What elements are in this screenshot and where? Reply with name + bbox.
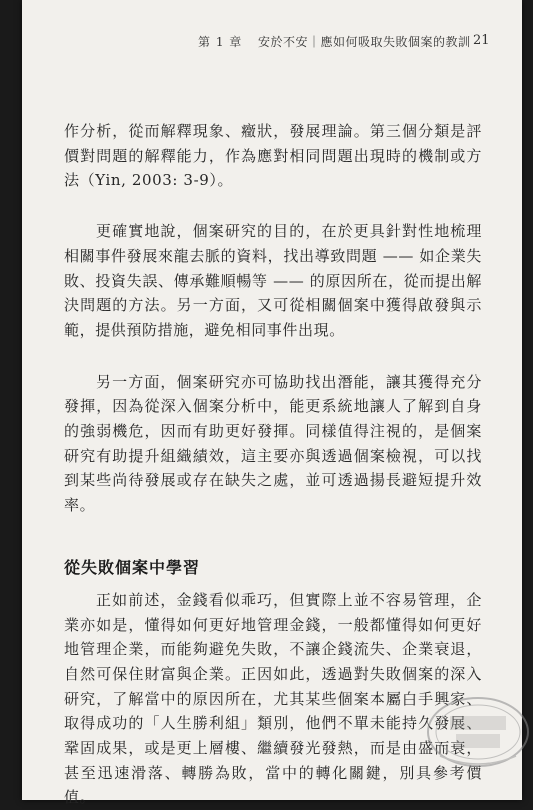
chapter-title: 安於不安｜應如何吸取失敗個案的教訓	[258, 35, 471, 49]
page-body	[64, 119, 482, 810]
paragraph-continued: 作分析，從而解釋現象、癥狀，發展理論。第三個分類是評價對問題的解釋能力，作為應對相同問題出現時的機制或方法（Yin, 2003: 3-9）。	[64, 122, 482, 190]
paragraph-purpose: 更確實地說，個案研究的目的，在於更具針對性地梳理相關事件發展來龍去脈的資料，找出導致問題 —— 如企業失敗、投資失誤、傳承難順暢等 —— 的原因所在，從而提出解決問題的方法。另一方面，又可從相關個案中獲得啟發與示範，提供預防措施，避免相同事件出現。	[64, 222, 482, 339]
paragraph-potential: 另一方面，個案研究亦可協助找出潛能，讓其獲得充分發揮，因為從深入個案分析中，能更系統地讓人了解到自身的強弱機危，因而有助更好發揮。同樣值得注視的，是個案研究有助提升組織績效，這主要亦與透過個案檢視，可以找到某些尚待發展或存在缺失之處，並可透過揚長避短提升效率。	[64, 372, 482, 515]
running-header	[22, 33, 522, 53]
book-page	[22, 0, 522, 807]
page-number: 21	[473, 33, 490, 48]
seal-watermark	[426, 694, 530, 770]
chapter-label: 第 1 章	[198, 35, 243, 49]
section-paragraph: 正如前述，金錢看似乖巧，但實際上並不容易管理，企業亦如是，懂得如何更好地管理金錢，一般都懂得如何更好地管理企業，而能夠避免失敗，不讓企錢流失、企業衰退，自然可保住財富與企業。正因如此，透過對失敗個案的深入研究，了解當中的原因所在，尤其某些個案本屬白手興家、取得成功的「人生勝利組」類別，他們不單未能持久發展、鞏固成果，或是更上層樓、繼續發光發熱，而是由盛而衰，甚至迅速滑落、轉勝為敗，當中的轉化關鍵，別具參考價值。	[64, 590, 482, 807]
section-heading: 從失敗個案中學習	[64, 557, 201, 577]
